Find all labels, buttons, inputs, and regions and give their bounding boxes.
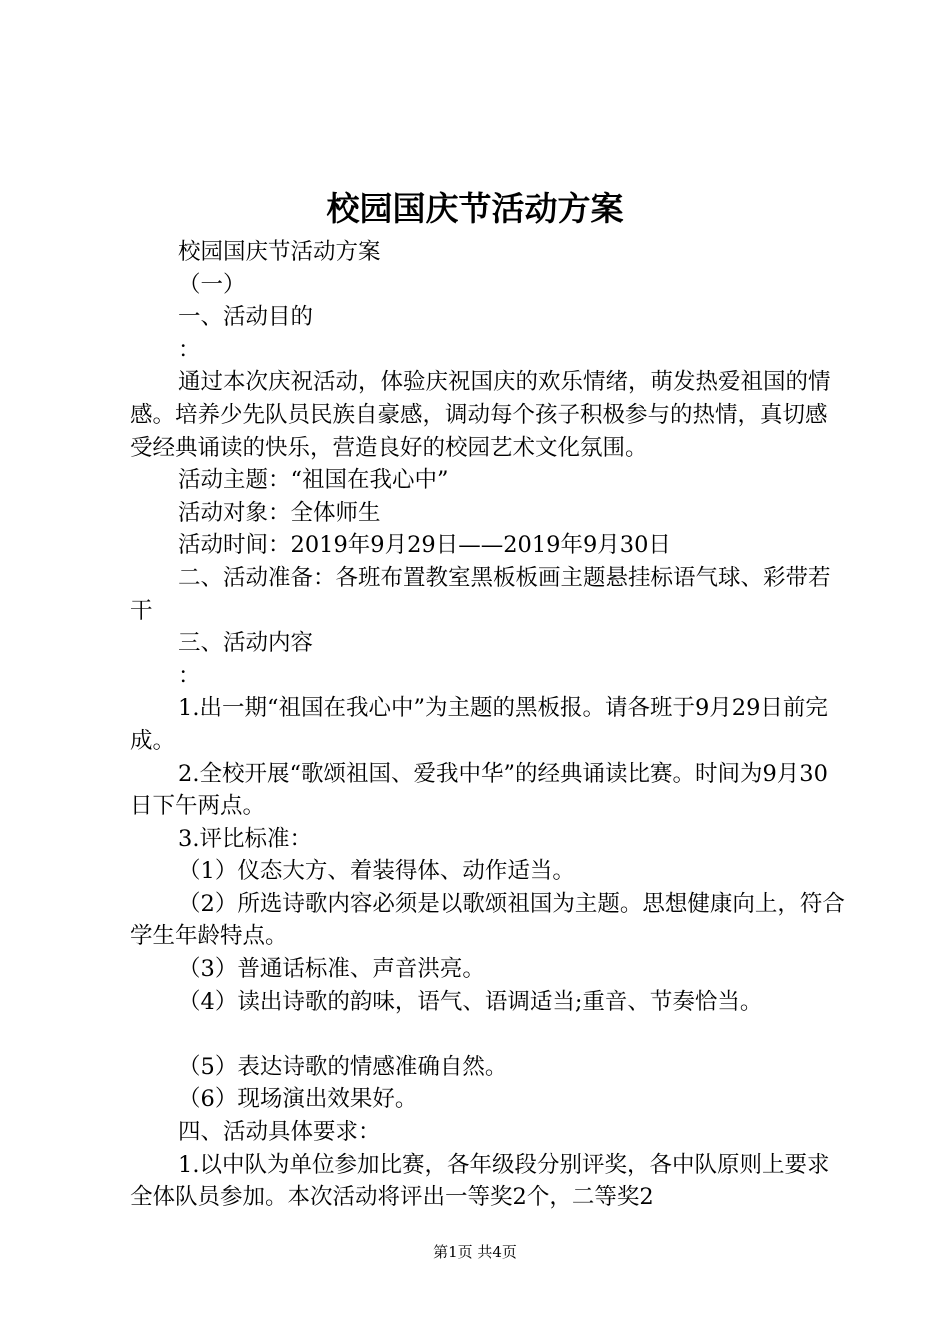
blank-line [130, 1018, 845, 1051]
document-body [130, 236, 845, 1214]
heading-activity-purpose: 一、活动目的 [178, 304, 314, 331]
criteria-item-1: （1）仪态大方、着装得体、动作适当。 [178, 858, 575, 885]
paragraph-activity-time: 活动时间：2019年9月29日——2019年9月30日 [178, 532, 671, 559]
criteria-item-5: （5）表达诗歌的情感准确自然。 [178, 1053, 508, 1080]
heading-activity-content: 三、活动内容 [178, 630, 314, 657]
criteria-item-2: （2）所选诗歌内容必须是以歌颂祖国为主题。思想健康向上，符合学生年龄特点。 [130, 890, 845, 950]
paragraph-colon: ： [178, 336, 201, 363]
paragraph-activity-target: 活动对象：全体师生 [178, 499, 381, 526]
criteria-item-4: （4）读出诗歌的韵味，语气、语调适当;重音、节奏恰当。 [178, 988, 763, 1015]
page-footer: 第1页 共4页 [433, 1243, 517, 1261]
document-title: 校园国庆节活动方案 [326, 189, 624, 228]
paragraph-colon-2: ： [178, 662, 201, 689]
criteria-item-6: （6）现场演出效果好。 [178, 1086, 418, 1113]
list-item-blackboard: 1.出一期“祖国在我心中”为主题的黑板报。请各班于9月29日前完成。 [130, 695, 828, 754]
heading-specific-requirements: 四、活动具体要求： [178, 1119, 381, 1146]
list-item-criteria: 3.评比标准： [178, 825, 312, 852]
paragraph-section-marker: （一） [178, 271, 246, 298]
list-item-recitation: 2.全校开展“歌颂祖国、爱我中华”的经典诵读比赛。时间为9月30日下午两点。 [130, 760, 828, 820]
requirement-item-1: 1.以中队为单位参加比赛，各年级段分别评奖，各中队原则上要求全体队员参加。本次活动将评出一等奖2个，二等奖2 [130, 1151, 830, 1211]
paragraph-subtitle: 校园国庆节活动方案 [178, 239, 381, 265]
paragraph-activity-preparation: 二、活动准备：各班布置教室黑板板画主题悬挂标语气球、彩带若干 [130, 564, 831, 624]
paragraph-purpose-text: 通过本次庆祝活动，体验庆祝国庆的欢乐情绪，萌发热爱祖国的情感。培养少先队员民族自豪感，调动每个孩子积极参与的热情，真切感受经典诵读的快乐，营造良好的校园艺术文化氛围。 [130, 369, 831, 461]
paragraph-activity-theme: 活动主题：“祖国在我心中” [178, 467, 449, 494]
criteria-item-3: （3）普通话标准、声音洪亮。 [178, 956, 485, 983]
